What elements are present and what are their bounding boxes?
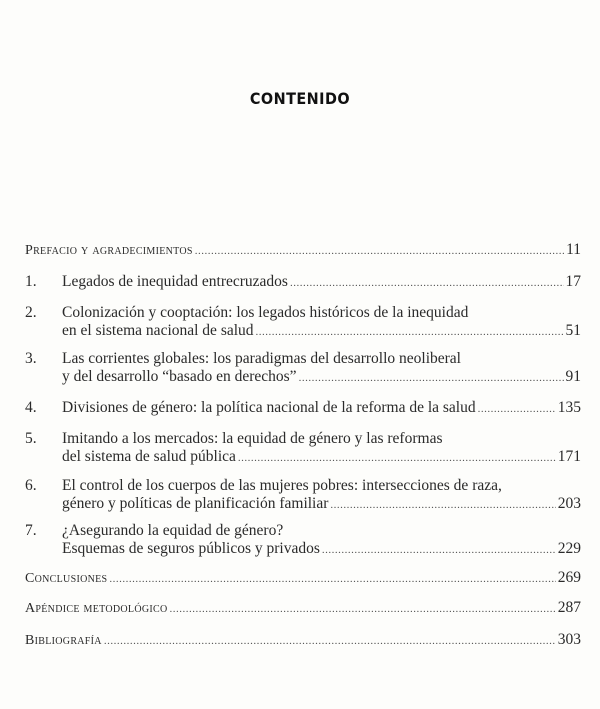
- toc-entry-chapter-4[interactable]: [25, 399, 581, 417]
- page-number: 171: [557, 448, 581, 465]
- entry-title-cont: del sistema de salud pública: [62, 448, 236, 465]
- entry-title: Imitando a los mercados: la equidad de género y las reformas: [62, 430, 443, 447]
- dot-leader: [109, 569, 555, 588]
- page-number: 287: [557, 599, 581, 616]
- entry-title-cont: en el sistema nacional de salud: [62, 322, 254, 339]
- chapter-number: 2.: [25, 304, 37, 321]
- page-number: 51: [565, 322, 581, 339]
- chapter-number: 7.: [25, 522, 37, 539]
- dot-leader: [290, 273, 564, 292]
- dot-leader: [238, 448, 556, 467]
- chapter-number: 3.: [25, 350, 37, 367]
- page-number: 135: [557, 399, 581, 416]
- entry-title: Bibliografía: [25, 633, 102, 648]
- page-number: 229: [557, 540, 581, 557]
- page-number: 269: [557, 569, 581, 586]
- entry-title: Divisiones de género: la política nacional de la reforma de la salud: [62, 399, 476, 416]
- toc-entry-prefacio[interactable]: [25, 241, 581, 259]
- chapter-number: 6.: [25, 477, 37, 494]
- page-title: CONTENIDO: [249, 89, 351, 108]
- dot-leader: [330, 495, 555, 514]
- dot-leader: [299, 368, 564, 387]
- toc-entry-chapter-5[interactable]: [25, 430, 581, 466]
- dot-leader: [256, 322, 564, 341]
- entry-title: Las corrientes globales: los paradigmas del desarrollo neoliberal: [62, 350, 461, 367]
- dot-leader: [104, 631, 556, 650]
- page-number: 17: [565, 273, 581, 290]
- toc-entry-chapter-2[interactable]: [25, 304, 581, 340]
- entry-title: Conclusiones: [25, 571, 108, 586]
- entry-title-cont: género y políticas de planificación familiar: [62, 495, 329, 512]
- entry-title: Prefacio y agradecimientos: [25, 243, 193, 258]
- dot-leader: [322, 540, 556, 559]
- toc-entry-apendice[interactable]: [25, 599, 581, 617]
- entry-title: ¿Asegurando la equidad de género?: [62, 522, 284, 539]
- chapter-number: 1.: [25, 273, 37, 290]
- entry-title-cont: y del desarrollo “basado en derechos”: [62, 368, 297, 385]
- toc-entry-chapter-7[interactable]: [25, 522, 581, 558]
- dot-leader: [195, 241, 564, 260]
- chapter-number: 4.: [25, 399, 37, 416]
- page-number: 303: [557, 631, 581, 648]
- entry-title: El control de los cuerpos de las mujeres pobres: intersecciones de raza,: [62, 477, 502, 494]
- page-number: 91: [565, 368, 581, 385]
- dot-leader: [478, 399, 556, 418]
- dot-leader: [170, 599, 556, 618]
- toc-entry-bibliografia[interactable]: [25, 631, 581, 649]
- toc-entry-chapter-1[interactable]: [25, 273, 581, 291]
- page-number: 203: [557, 495, 581, 512]
- toc-entry-conclusiones[interactable]: [25, 569, 581, 587]
- page-number: 11: [566, 241, 581, 258]
- toc-entry-chapter-3[interactable]: [25, 350, 581, 386]
- entry-title-cont: Esquemas de seguros públicos y privados: [62, 540, 320, 557]
- entry-title: Colonización y cooptación: los legados históricos de la inequidad: [62, 304, 469, 321]
- chapter-number: 5.: [25, 430, 37, 447]
- entry-title: Legados de inequidad entrecruzados: [62, 273, 288, 290]
- entry-title: Apéndice metodológico: [25, 601, 168, 616]
- toc-entry-chapter-6[interactable]: [25, 477, 581, 513]
